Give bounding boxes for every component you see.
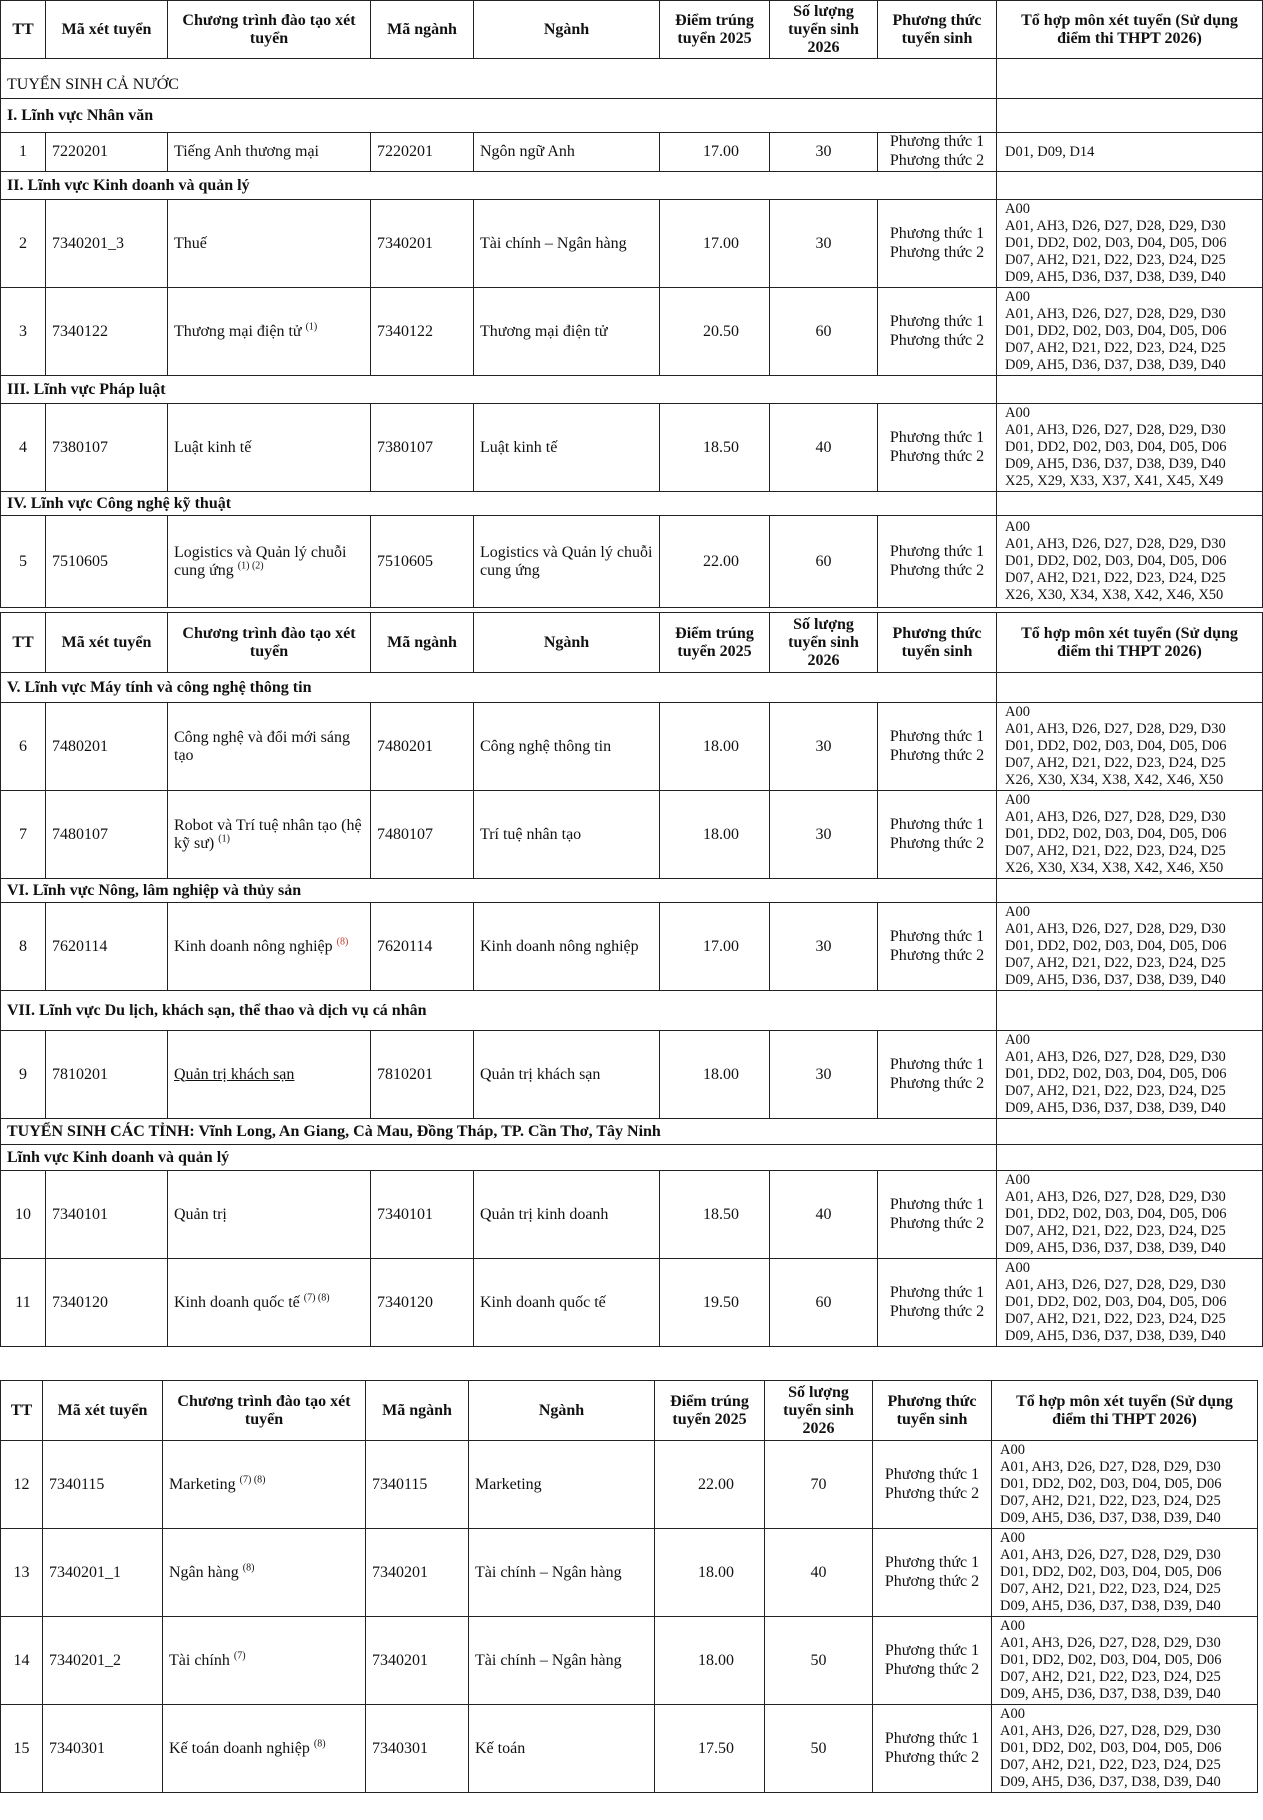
cell-nganh: Quản trị khách sạn bbox=[474, 1031, 660, 1119]
header-nganh: Ngành bbox=[474, 1, 660, 59]
cell-so-luong: 40 bbox=[770, 404, 878, 492]
cell-phuong-thuc: Phương thức 1 Phương thức 2 bbox=[878, 791, 997, 879]
cell-ma-nganh: 7810201 bbox=[371, 1031, 474, 1119]
cell-nganh: Trí tuệ nhân tạo bbox=[474, 791, 660, 879]
section-row bbox=[1, 172, 1263, 200]
cell-tt: 13 bbox=[1, 1529, 43, 1617]
cell-diem: 20.50 bbox=[660, 288, 770, 376]
cell-tt: 3 bbox=[1, 288, 46, 376]
table-header bbox=[1, 613, 1263, 673]
cell-to-hop: A00 A01, AH3, D26, D27, D28, D29, D30 D01, DD2, D02, D03, D04, D05, D06 D07, AH2, D21, D22, D23, D24, D25 D09, AH5, D36, D37, D38, D39, D40 bbox=[997, 200, 1263, 288]
cell-so-luong: 30 bbox=[770, 791, 878, 879]
section-row bbox=[1, 1119, 1263, 1145]
cell-tt: 7 bbox=[1, 791, 46, 879]
header-ma-xet-tuyen: Mã xét tuyển bbox=[46, 1, 168, 59]
cell-tt: 15 bbox=[1, 1705, 43, 1793]
cell-diem: 19.50 bbox=[660, 1259, 770, 1347]
cell-chuong-trinh: Ngân hàng $^{(8)}$ bbox=[163, 1529, 366, 1617]
cell-phuong-thuc: Phương thức 1 Phương thức 2 bbox=[878, 133, 997, 172]
cell-diem: 18.00 bbox=[660, 703, 770, 791]
cell-so-luong: 50 bbox=[765, 1617, 873, 1705]
cell-nganh: Thương mại điện tử bbox=[474, 288, 660, 376]
cell-so-luong: 50 bbox=[765, 1705, 873, 1793]
cell-phuong-thuc: Phương thức 1 Phương thức 2 bbox=[873, 1617, 992, 1705]
table-row bbox=[1, 1529, 1258, 1617]
cell-to-hop: D01, D09, D14 bbox=[997, 133, 1263, 172]
table-row bbox=[1, 703, 1263, 791]
cell-to-hop: A00 A01, AH3, D26, D27, D28, D29, D30 D01, DD2, D02, D03, D04, D05, D06 D07, AH2, D21, D22, D23, D24, D25 X26, X30, X34, X38, X42, X46, X50 bbox=[997, 703, 1263, 791]
cell-ma-nganh: 7340301 bbox=[366, 1705, 469, 1793]
section-row bbox=[1, 99, 1263, 133]
section-row bbox=[1, 673, 1263, 703]
cell-ma-xet-tuyen: 7810201 bbox=[46, 1031, 168, 1119]
section-title: Lĩnh vực Kinh doanh và quản lý bbox=[1, 1145, 997, 1171]
cell-chuong-trinh: Luật kinh tế bbox=[168, 404, 371, 492]
header-diem: Điểm trúng tuyển 2025 bbox=[655, 1381, 765, 1441]
header-ma-xet-tuyen: Mã xét tuyển bbox=[43, 1381, 163, 1441]
header-tt: TT bbox=[1, 613, 46, 673]
section-title: IV. Lĩnh vực Công nghệ kỹ thuật bbox=[1, 492, 997, 516]
header-ma-nganh: Mã ngành bbox=[366, 1381, 469, 1441]
header-diem: Điểm trúng tuyển 2025 bbox=[660, 613, 770, 673]
cell-to-hop: A00 A01, AH3, D26, D27, D28, D29, D30 D01, DD2, D02, D03, D04, D05, D06 D07, AH2, D21, D22, D23, D24, D25 X26, X30, X34, X38, X42, X46, X50 bbox=[997, 791, 1263, 879]
cell-phuong-thuc: Phương thức 1 Phương thức 2 bbox=[873, 1441, 992, 1529]
cell-nganh: Kinh doanh nông nghiệp bbox=[474, 903, 660, 991]
cell-tt: 2 bbox=[1, 200, 46, 288]
header-chuong-trinh: Chương trình đào tạo xét tuyển bbox=[163, 1381, 366, 1441]
cell-diem: 17.00 bbox=[660, 200, 770, 288]
cell-so-luong: 40 bbox=[770, 1171, 878, 1259]
cell-phuong-thuc: Phương thức 1 Phương thức 2 bbox=[878, 1259, 997, 1347]
cell-to-hop: A00 A01, AH3, D26, D27, D28, D29, D30 D01, DD2, D02, D03, D04, D05, D06 D09, AH5, D36, D37, D38, D39, D40 X25, X29, X33, X37, X41, X45, X49 bbox=[997, 404, 1263, 492]
header-ma-xet-tuyen: Mã xét tuyển bbox=[46, 613, 168, 673]
cell-ma-xet-tuyen: 7340201_2 bbox=[43, 1617, 163, 1705]
table-row bbox=[1, 1031, 1263, 1119]
table-row bbox=[1, 200, 1263, 288]
cell-ma-nganh: 7220201 bbox=[371, 133, 474, 172]
cell-to-hop: A00 A01, AH3, D26, D27, D28, D29, D30 D01, DD2, D02, D03, D04, D05, D06 D07, AH2, D21, D22, D23, D24, D25 D09, AH5, D36, D37, D38, D39, D40 bbox=[997, 1259, 1263, 1347]
cell-diem: 22.00 bbox=[655, 1441, 765, 1529]
cell-so-luong: 30 bbox=[770, 133, 878, 172]
cell-ma-nganh: 7480107 bbox=[371, 791, 474, 879]
cell-ma-nganh: 7620114 bbox=[371, 903, 474, 991]
cell-diem: 22.00 bbox=[660, 516, 770, 608]
header-ma-nganh: Mã ngành bbox=[371, 613, 474, 673]
cell-ma-xet-tuyen: 7480107 bbox=[46, 791, 168, 879]
cell-to-hop: A00 A01, AH3, D26, D27, D28, D29, D30 D01, DD2, D02, D03, D04, D05, D06 D07, AH2, D21, D22, D23, D24, D25 D09, AH5, D36, D37, D38, D39, D40 bbox=[997, 1031, 1263, 1119]
cell-tt: 6 bbox=[1, 703, 46, 791]
header-tt: TT bbox=[1, 1, 46, 59]
cell-phuong-thuc: Phương thức 1 Phương thức 2 bbox=[878, 903, 997, 991]
cell-ma-xet-tuyen: 7480201 bbox=[46, 703, 168, 791]
cell-phuong-thuc: Phương thức 1 Phương thức 2 bbox=[878, 1171, 997, 1259]
section-row bbox=[1, 492, 1263, 516]
header-diem: Điểm trúng tuyển 2025 bbox=[660, 1, 770, 59]
table-row bbox=[1, 1441, 1258, 1529]
header-nganh: Ngành bbox=[474, 613, 660, 673]
cell-nganh: Quản trị kinh doanh bbox=[474, 1171, 660, 1259]
section-row bbox=[1, 991, 1263, 1031]
table-row bbox=[1, 133, 1263, 172]
cell-ma-xet-tuyen: 7340201_1 bbox=[43, 1529, 163, 1617]
cell-to-hop: A00 A01, AH3, D26, D27, D28, D29, D30 D01, DD2, D02, D03, D04, D05, D06 D07, AH2, D21, D22, D23, D24, D25 D09, AH5, D36, D37, D38, D39, D40 bbox=[997, 288, 1263, 376]
cell-ma-nganh: 7340201 bbox=[371, 200, 474, 288]
cell-phuong-thuc: Phương thức 1 Phương thức 2 bbox=[878, 516, 997, 608]
section-title: III. Lĩnh vực Pháp luật bbox=[1, 376, 997, 404]
cell-tt: 10 bbox=[1, 1171, 46, 1259]
cell-nganh: Công nghệ thông tin bbox=[474, 703, 660, 791]
cell-ma-xet-tuyen: 7380107 bbox=[46, 404, 168, 492]
cell-phuong-thuc: Phương thức 1 Phương thức 2 bbox=[873, 1705, 992, 1793]
cell-ma-xet-tuyen: 7340122 bbox=[46, 288, 168, 376]
cell-nganh: Marketing bbox=[469, 1441, 655, 1529]
section-title: TUYỂN SINH CẢ NƯỚC bbox=[1, 59, 997, 99]
cell-chuong-trinh: Tiếng Anh thương mại bbox=[168, 133, 371, 172]
cell-diem: 17.00 bbox=[660, 133, 770, 172]
table-header bbox=[1, 1381, 1258, 1441]
cell-to-hop: A00 A01, AH3, D26, D27, D28, D29, D30 D01, DD2, D02, D03, D04, D05, D06 D07, AH2, D21, D22, D23, D24, D25 D09, AH5, D36, D37, D38, D39, D40 bbox=[992, 1529, 1258, 1617]
section-title: I. Lĩnh vực Nhân văn bbox=[1, 99, 997, 133]
header-phuong-thuc: Phương thức tuyển sinh bbox=[878, 1, 997, 59]
cell-phuong-thuc: Phương thức 1 Phương thức 2 bbox=[878, 200, 997, 288]
header-to-hop: Tổ hợp môn xét tuyển (Sử dụng điểm thi THPT 2026) bbox=[992, 1381, 1258, 1441]
cell-ma-nganh: 7340101 bbox=[371, 1171, 474, 1259]
cell-ma-nganh: 7340115 bbox=[366, 1441, 469, 1529]
cell-diem: 18.50 bbox=[660, 1171, 770, 1259]
table-row bbox=[1, 791, 1263, 879]
cell-ma-xet-tuyen: 7620114 bbox=[46, 903, 168, 991]
cell-to-hop: A00 A01, AH3, D26, D27, D28, D29, D30 D01, DD2, D02, D03, D04, D05, D06 D07, AH2, D21, D22, D23, D24, D25 D09, AH5, D36, D37, D38, D39, D40 bbox=[997, 1171, 1263, 1259]
table-row bbox=[1, 1259, 1263, 1347]
cell-diem: 17.00 bbox=[660, 903, 770, 991]
table-row bbox=[1, 516, 1263, 608]
cell-so-luong: 30 bbox=[770, 200, 878, 288]
cell-phuong-thuc: Phương thức 1 Phương thức 2 bbox=[878, 703, 997, 791]
cell-chuong-trinh: Thương mại điện tử $^{(1)}$ bbox=[168, 288, 371, 376]
section-title: TUYỂN SINH CÁC TỈNH: Vĩnh Long, An Giang, Cà Mau, Đồng Tháp, TP. Cần Thơ, Tây Ninh bbox=[1, 1119, 997, 1145]
header-so-luong: Số lượng tuyển sinh 2026 bbox=[765, 1381, 873, 1441]
header-phuong-thuc: Phương thức tuyển sinh bbox=[878, 613, 997, 673]
cell-tt: 14 bbox=[1, 1617, 43, 1705]
cell-ma-nganh: 7340201 bbox=[366, 1529, 469, 1617]
cell-ma-xet-tuyen: 7340101 bbox=[46, 1171, 168, 1259]
admission-table-part-1 bbox=[0, 0, 1263, 608]
cell-ma-nganh: 7480201 bbox=[371, 703, 474, 791]
cell-phuong-thuc: Phương thức 1 Phương thức 2 bbox=[878, 404, 997, 492]
cell-chuong-trinh: Tài chính $^{(7)}$ bbox=[163, 1617, 366, 1705]
cell-phuong-thuc: Phương thức 1 Phương thức 2 bbox=[873, 1529, 992, 1617]
header-so-luong: Số lượng tuyển sinh 2026 bbox=[770, 1, 878, 59]
header-chuong-trinh: Chương trình đào tạo xét tuyển bbox=[168, 613, 371, 673]
cell-tt: 4 bbox=[1, 404, 46, 492]
cell-chuong-trinh: Quản trị khách sạn bbox=[168, 1031, 371, 1119]
cell-diem: 17.50 bbox=[655, 1705, 765, 1793]
cell-to-hop: A00 A01, AH3, D26, D27, D28, D29, D30 D01, DD2, D02, D03, D04, D05, D06 D07, AH2, D21, D22, D23, D24, D25 X26, X30, X34, X38, X42, X46, X50 bbox=[997, 516, 1263, 608]
cell-nganh: Tài chính – Ngân hàng bbox=[469, 1617, 655, 1705]
cell-diem: 18.00 bbox=[660, 791, 770, 879]
cell-ma-xet-tuyen: 7340115 bbox=[43, 1441, 163, 1529]
table-row bbox=[1, 903, 1263, 991]
cell-to-hop: A00 A01, AH3, D26, D27, D28, D29, D30 D01, DD2, D02, D03, D04, D05, D06 D07, AH2, D21, D22, D23, D24, D25 D09, AH5, D36, D37, D38, D39, D40 bbox=[992, 1441, 1258, 1529]
cell-nganh: Kế toán bbox=[469, 1705, 655, 1793]
cell-diem: 18.00 bbox=[655, 1529, 765, 1617]
cell-chuong-trinh: Kinh doanh quốc tế $^{(7) (8)}$ bbox=[168, 1259, 371, 1347]
section-title: V. Lĩnh vực Máy tính và công nghệ thông tin bbox=[1, 673, 997, 703]
cell-ma-nganh: 7510605 bbox=[371, 516, 474, 608]
cell-tt: 12 bbox=[1, 1441, 43, 1529]
cell-to-hop: A00 A01, AH3, D26, D27, D28, D29, D30 D01, DD2, D02, D03, D04, D05, D06 D07, AH2, D21, D22, D23, D24, D25 D09, AH5, D36, D37, D38, D39, D40 bbox=[997, 903, 1263, 991]
cell-phuong-thuc: Phương thức 1 Phương thức 2 bbox=[878, 288, 997, 376]
header-phuong-thuc: Phương thức tuyển sinh bbox=[873, 1381, 992, 1441]
cell-so-luong: 60 bbox=[770, 516, 878, 608]
cell-chuong-trinh: Thuế bbox=[168, 200, 371, 288]
section-title: VI. Lĩnh vực Nông, lâm nghiệp và thủy sản bbox=[1, 879, 997, 903]
cell-ma-nganh: 7340122 bbox=[371, 288, 474, 376]
cell-nganh: Luật kinh tế bbox=[474, 404, 660, 492]
table-row bbox=[1, 288, 1263, 376]
cell-ma-xet-tuyen: 7340201_3 bbox=[46, 200, 168, 288]
section-title: VII. Lĩnh vực Du lịch, khách sạn, thể thao và dịch vụ cá nhân bbox=[1, 991, 474, 1031]
cell-ma-nganh: 7380107 bbox=[371, 404, 474, 492]
section-row bbox=[1, 879, 1263, 903]
cell-ma-xet-tuyen: 7220201 bbox=[46, 133, 168, 172]
cell-ma-xet-tuyen: 7340120 bbox=[46, 1259, 168, 1347]
header-chuong-trinh: Chương trình đào tạo xét tuyển bbox=[168, 1, 371, 59]
admission-table-part-3 bbox=[0, 1380, 1258, 1793]
cell-phuong-thuc: Phương thức 1 Phương thức 2 bbox=[878, 1031, 997, 1119]
cell-chuong-trinh: Robot và Trí tuệ nhân tạo (hệ kỹ sư) $^{(1)}$ bbox=[168, 791, 371, 879]
cell-nganh: Kinh doanh quốc tế bbox=[474, 1259, 660, 1347]
cell-to-hop: A00 A01, AH3, D26, D27, D28, D29, D30 D01, DD2, D02, D03, D04, D05, D06 D07, AH2, D21, D22, D23, D24, D25 D09, AH5, D36, D37, D38, D39, D40 bbox=[992, 1705, 1258, 1793]
cell-so-luong: 60 bbox=[770, 288, 878, 376]
cell-ma-nganh: 7340201 bbox=[366, 1617, 469, 1705]
section-row bbox=[1, 376, 1263, 404]
cell-so-luong: 40 bbox=[765, 1529, 873, 1617]
admission-table-part-2 bbox=[0, 612, 1263, 1347]
cell-ma-nganh: 7340120 bbox=[371, 1259, 474, 1347]
header-so-luong: Số lượng tuyển sinh 2026 bbox=[770, 613, 878, 673]
cell-so-luong: 30 bbox=[770, 903, 878, 991]
cell-tt: 5 bbox=[1, 516, 46, 608]
header-ma-nganh: Mã ngành bbox=[371, 1, 474, 59]
cell-tt: 11 bbox=[1, 1259, 46, 1347]
cell-diem: 18.50 bbox=[660, 404, 770, 492]
cell-chuong-trinh: Kế toán doanh nghiệp $^{(8)}$ bbox=[163, 1705, 366, 1793]
cell-nganh: Tài chính – Ngân hàng bbox=[469, 1529, 655, 1617]
cell-chuong-trinh: Kinh doanh nông nghiệp $^{(8)}$ bbox=[168, 903, 371, 991]
cell-to-hop: A00 A01, AH3, D26, D27, D28, D29, D30 D01, DD2, D02, D03, D04, D05, D06 D07, AH2, D21, D22, D23, D24, D25 D09, AH5, D36, D37, D38, D39, D40 bbox=[992, 1617, 1258, 1705]
table-row bbox=[1, 404, 1263, 492]
cell-chuong-trinh: Logistics và Quản lý chuỗi cung ứng $^{(1) (2)}$ bbox=[168, 516, 371, 608]
cell-nganh: Tài chính – Ngân hàng bbox=[474, 200, 660, 288]
section-row bbox=[1, 1145, 1263, 1171]
cell-tt: 9 bbox=[1, 1031, 46, 1119]
cell-so-luong: 30 bbox=[770, 1031, 878, 1119]
cell-ma-xet-tuyen: 7510605 bbox=[46, 516, 168, 608]
table-row bbox=[1, 1171, 1263, 1259]
cell-chuong-trinh: Marketing $^{(7) (8)}$ bbox=[163, 1441, 366, 1529]
cell-so-luong: 30 bbox=[770, 703, 878, 791]
section-row bbox=[1, 59, 1263, 99]
cell-tt: 1 bbox=[1, 133, 46, 172]
cell-ma-xet-tuyen: 7340301 bbox=[43, 1705, 163, 1793]
header-nganh: Ngành bbox=[469, 1381, 655, 1441]
header-tt: TT bbox=[1, 1381, 43, 1441]
header-to-hop: Tổ hợp môn xét tuyển (Sử dụng điểm thi THPT 2026) bbox=[997, 613, 1263, 673]
cell-so-luong: 70 bbox=[765, 1441, 873, 1529]
cell-nganh: Logistics và Quản lý chuỗi cung ứng bbox=[474, 516, 660, 608]
header-to-hop: Tổ hợp môn xét tuyển (Sử dụng điểm thi THPT 2026) bbox=[997, 1, 1263, 59]
cell-chuong-trinh: Quản trị bbox=[168, 1171, 371, 1259]
cell-diem: 18.00 bbox=[655, 1617, 765, 1705]
cell-so-luong: 60 bbox=[770, 1259, 878, 1347]
table-row bbox=[1, 1617, 1258, 1705]
cell-tt: 8 bbox=[1, 903, 46, 991]
table-row bbox=[1, 1705, 1258, 1793]
section-title: II. Lĩnh vực Kinh doanh và quản lý bbox=[1, 172, 997, 200]
table-header bbox=[1, 1, 1263, 59]
cell-nganh: Ngôn ngữ Anh bbox=[474, 133, 660, 172]
cell-chuong-trinh: Công nghệ và đổi mới sáng tạo bbox=[168, 703, 371, 791]
cell-diem: 18.00 bbox=[660, 1031, 770, 1119]
